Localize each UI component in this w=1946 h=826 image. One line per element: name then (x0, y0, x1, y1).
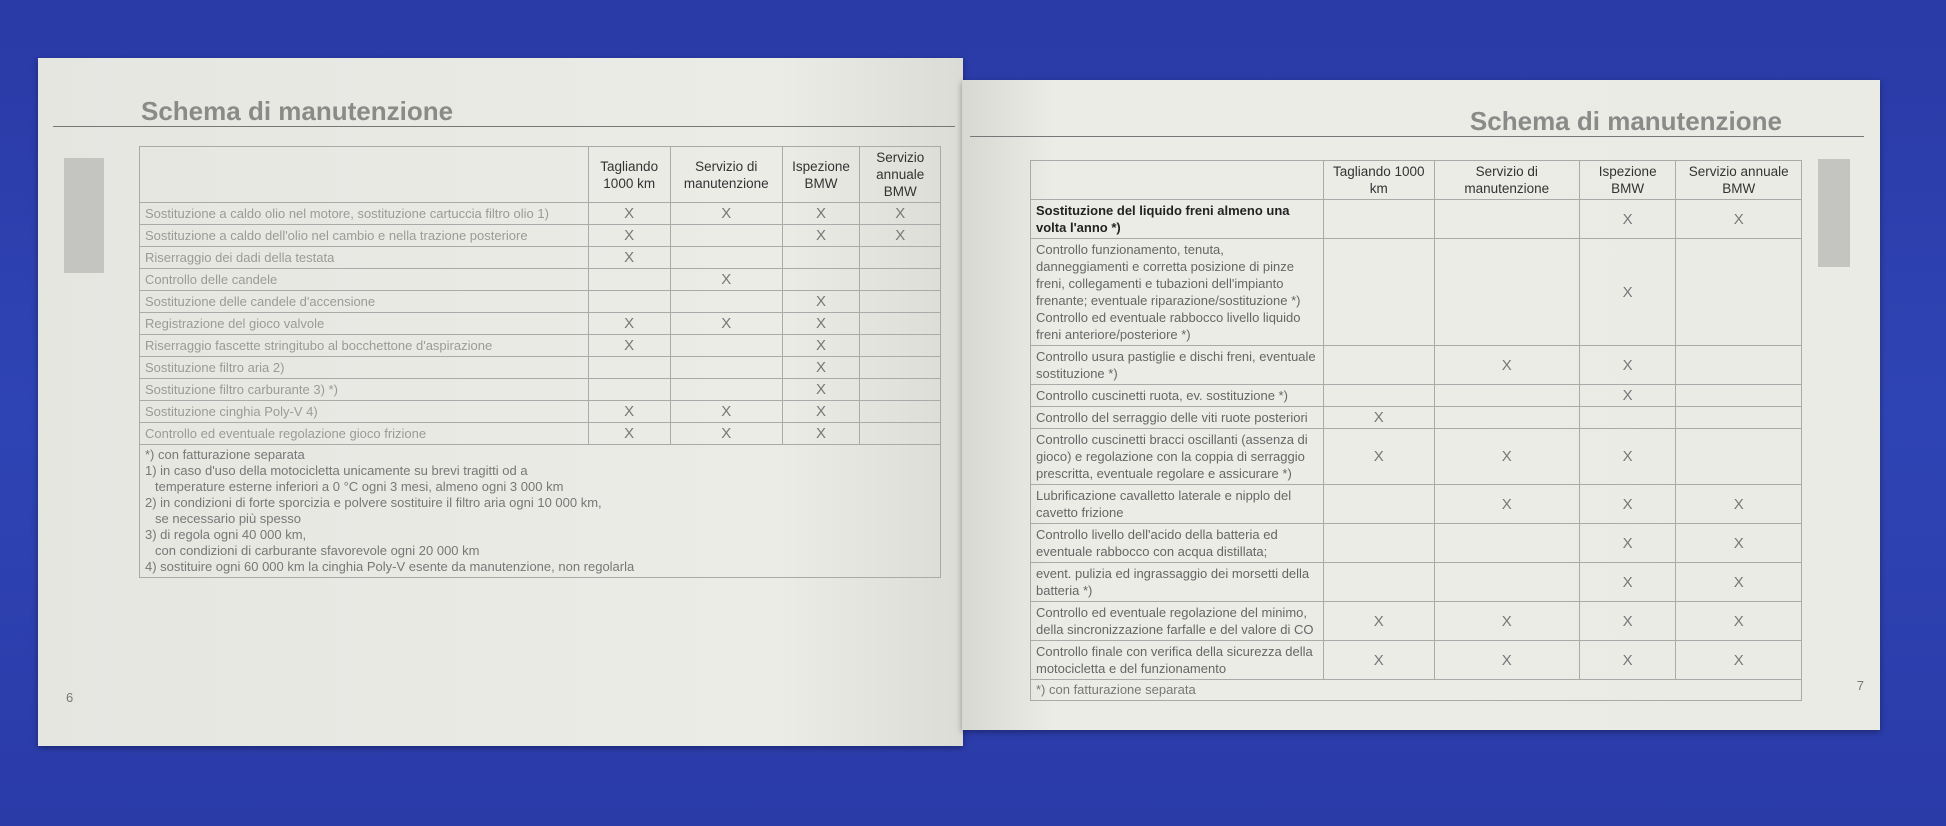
check-mark: X (1434, 641, 1579, 680)
row-label: Controllo cuscinetti bracci oscillanti (assenza di gioco) e regolazione con la coppia di serraggio prescritta, eventuale regolare e assicurare *) (1031, 429, 1324, 485)
header-col: Ispezione BMW (1579, 161, 1675, 200)
table-row (1031, 563, 1802, 602)
empty-cell (782, 269, 860, 291)
empty-cell (1676, 407, 1802, 429)
row-label: Lubrificazione cavalletto laterale e nipplo del cavetto frizione (1031, 485, 1324, 524)
empty-cell (860, 269, 941, 291)
check-mark: X (782, 313, 860, 335)
empty-cell (588, 269, 670, 291)
footnote-line: *) con fatturazione separata (145, 447, 305, 462)
header-blank (1031, 161, 1324, 200)
row-label: Sostituzione del liquido freni almeno una volta l'anno *) (1031, 200, 1324, 239)
table-row (140, 379, 941, 401)
header-row (1031, 161, 1802, 200)
header-col: Servizio di manutenzione (670, 147, 782, 203)
table-row (140, 335, 941, 357)
empty-cell (1676, 385, 1802, 407)
row-label: Controllo funzionamento, tenuta, danneggiamenti e corretta posizione di pinze freni, collegamenti e tubazioni dell'impianto frenante; eventuale riparazione/sostituzione *) Controllo ed eventuale rabbocco livello liquido freni anteriore/posteriore *) (1031, 239, 1324, 346)
check-mark: X (670, 423, 782, 445)
table-row (140, 203, 941, 225)
check-mark: X (1676, 524, 1802, 563)
check-mark: X (588, 401, 670, 423)
table-row (1031, 385, 1802, 407)
header-col: Ispezione BMW (782, 147, 860, 203)
check-mark: X (1323, 602, 1434, 641)
check-mark: X (782, 225, 860, 247)
table-row (140, 313, 941, 335)
empty-cell (860, 291, 941, 313)
title-rule (970, 136, 1864, 137)
empty-cell (670, 291, 782, 313)
footnote-line: 3) di regola ogni 40 000 km, (145, 527, 307, 542)
empty-cell (860, 423, 941, 445)
empty-cell (782, 247, 860, 269)
check-mark: X (1323, 407, 1434, 429)
row-label: Registrazione del gioco valvole (140, 313, 589, 335)
check-mark: X (1579, 524, 1675, 563)
table-row (140, 401, 941, 423)
footnotes (140, 445, 941, 578)
left-page (38, 58, 963, 746)
empty-cell (670, 379, 782, 401)
table-row (1031, 200, 1802, 239)
table-row (1031, 641, 1802, 680)
check-mark: X (588, 423, 670, 445)
footnote-line: se necessario più spesso (155, 511, 301, 526)
table-row (1031, 524, 1802, 563)
row-label: Controllo ed eventuale regolazione del minimo, della sincronizzazione farfalle e del valore di CO (1031, 602, 1324, 641)
table-row (1031, 602, 1802, 641)
row-label: Controllo cuscinetti ruota, ev. sostituzione *) (1031, 385, 1324, 407)
check-mark: X (670, 269, 782, 291)
page-title: Schema di manutenzione (1469, 106, 1782, 136)
empty-cell (1676, 429, 1802, 485)
empty-cell (1323, 346, 1434, 385)
check-mark: X (782, 291, 860, 313)
check-mark: X (1579, 641, 1675, 680)
header-row (140, 147, 941, 203)
check-mark: X (1579, 200, 1675, 239)
table-row (140, 269, 941, 291)
check-mark: X (782, 335, 860, 357)
empty-cell (588, 291, 670, 313)
empty-cell (670, 225, 782, 247)
empty-cell (1434, 239, 1579, 346)
check-mark: X (1323, 641, 1434, 680)
row-label: Sostituzione a caldo dell'olio nel cambio e nella trazione posteriore (140, 225, 589, 247)
check-mark: X (1579, 485, 1675, 524)
empty-cell (1434, 407, 1579, 429)
title-rule (53, 126, 955, 127)
check-mark: X (1579, 385, 1675, 407)
check-mark: X (1579, 429, 1675, 485)
empty-cell (670, 335, 782, 357)
check-mark: X (782, 401, 860, 423)
check-mark: X (1676, 641, 1802, 680)
check-mark: X (1323, 429, 1434, 485)
empty-cell (860, 379, 941, 401)
table-row (1031, 239, 1802, 346)
footnote-line: 1) in caso d'uso della motocicletta unicamente su brevi tragitti od a (145, 463, 528, 478)
right-page (962, 80, 1880, 730)
check-mark: X (670, 313, 782, 335)
check-mark: X (1579, 563, 1675, 602)
section-tab-marker (64, 158, 104, 273)
empty-cell (1676, 346, 1802, 385)
row-label: Sostituzione filtro carburante 3) *) (140, 379, 589, 401)
table-row (140, 225, 941, 247)
empty-cell (860, 357, 941, 379)
check-mark: X (1676, 485, 1802, 524)
page-title: Schema di manutenzione (141, 96, 454, 126)
empty-cell (860, 401, 941, 423)
check-mark: X (670, 203, 782, 225)
maintenance-table-right (1030, 160, 1802, 701)
empty-cell (1323, 385, 1434, 407)
footnotes-row (140, 445, 941, 578)
check-mark: X (588, 247, 670, 269)
row-label: Controllo delle candele (140, 269, 589, 291)
check-mark: X (1579, 346, 1675, 385)
check-mark: X (860, 225, 941, 247)
header-col: Servizio di manutenzione (1434, 161, 1579, 200)
check-mark: X (1676, 602, 1802, 641)
check-mark: X (1434, 485, 1579, 524)
check-mark: X (1579, 602, 1675, 641)
row-label: Sostituzione cinghia Poly-V 4) (140, 401, 589, 423)
check-mark: X (588, 313, 670, 335)
empty-cell (1323, 524, 1434, 563)
header-col: Servizio annuale BMW (860, 147, 941, 203)
empty-cell (1323, 563, 1434, 602)
row-label: Controllo ed eventuale regolazione gioco frizione (140, 423, 589, 445)
check-mark: X (782, 203, 860, 225)
empty-cell (670, 357, 782, 379)
check-mark: X (1676, 200, 1802, 239)
row-label: Controllo livello dell'acido della batteria ed eventuale rabbocco con acqua distillata; (1031, 524, 1324, 563)
row-label: Riserraggio dei dadi della testata (140, 247, 589, 269)
table-row (140, 247, 941, 269)
empty-cell (1579, 407, 1675, 429)
empty-cell (1676, 239, 1802, 346)
row-label: Controllo usura pastiglie e dischi freni, eventuale sostituzione *) (1031, 346, 1324, 385)
check-mark: X (782, 423, 860, 445)
check-mark: X (588, 203, 670, 225)
check-mark: X (1434, 602, 1579, 641)
empty-cell (670, 247, 782, 269)
page-number: 7 (1856, 678, 1864, 693)
empty-cell (1434, 385, 1579, 407)
empty-cell (1323, 239, 1434, 346)
empty-cell (1323, 200, 1434, 239)
footnote-line: con condizioni di carburante sfavorevole ogni 20 000 km (155, 543, 480, 558)
table-row (1031, 407, 1802, 429)
table-row (1031, 346, 1802, 385)
row-label: Controllo finale con verifica della sicurezza della motocicletta e del funzionamento (1031, 641, 1324, 680)
footnote-line: 2) in condizioni di forte sporcizia e polvere sostituire il filtro aria ogni 10 000 km, (145, 495, 602, 510)
empty-cell (860, 313, 941, 335)
footnote-row (1031, 680, 1802, 701)
check-mark: X (588, 225, 670, 247)
empty-cell (588, 379, 670, 401)
check-mark: X (782, 357, 860, 379)
empty-cell (1434, 200, 1579, 239)
check-mark: X (670, 401, 782, 423)
footnote: *) con fatturazione separata (1031, 680, 1802, 701)
empty-cell (860, 335, 941, 357)
empty-cell (1434, 524, 1579, 563)
row-label: event. pulizia ed ingrassaggio dei morsetti della batteria *) (1031, 563, 1324, 602)
check-mark: X (1434, 429, 1579, 485)
table-row (1031, 485, 1802, 524)
check-mark: X (782, 379, 860, 401)
table-row (1031, 429, 1802, 485)
check-mark: X (588, 335, 670, 357)
row-label: Sostituzione delle candele d'accensione (140, 291, 589, 313)
section-tab-marker (1818, 159, 1850, 267)
empty-cell (860, 247, 941, 269)
footnote-line: 4) sostituire ogni 60 000 km la cinghia Poly-V esente da manutenzione, non regolarla (145, 559, 635, 574)
check-mark: X (1434, 346, 1579, 385)
table-row (140, 423, 941, 445)
empty-cell (1323, 485, 1434, 524)
header-col: Tagliando 1000 km (1323, 161, 1434, 200)
empty-cell (588, 357, 670, 379)
row-label: Riserraggio fascette stringitubo al bocchettone d'aspirazione (140, 335, 589, 357)
footnote-line: temperature esterne inferiori a 0 °C ogni 3 mesi, almeno ogni 3 000 km (155, 479, 564, 494)
row-label: Controllo del serraggio delle viti ruote posteriori (1031, 407, 1324, 429)
header-col: Servizio annuale BMW (1676, 161, 1802, 200)
table-row (140, 291, 941, 313)
row-label: Sostituzione filtro aria 2) (140, 357, 589, 379)
header-col: Tagliando 1000 km (588, 147, 670, 203)
check-mark: X (860, 203, 941, 225)
page-number: 6 (66, 690, 74, 705)
row-label: Sostituzione a caldo olio nel motore, sostituzione cartuccia filtro olio 1) (140, 203, 589, 225)
header-blank (140, 147, 589, 203)
maintenance-table-left (139, 146, 941, 578)
check-mark: X (1579, 239, 1675, 346)
empty-cell (1434, 563, 1579, 602)
table-row (140, 357, 941, 379)
check-mark: X (1676, 563, 1802, 602)
